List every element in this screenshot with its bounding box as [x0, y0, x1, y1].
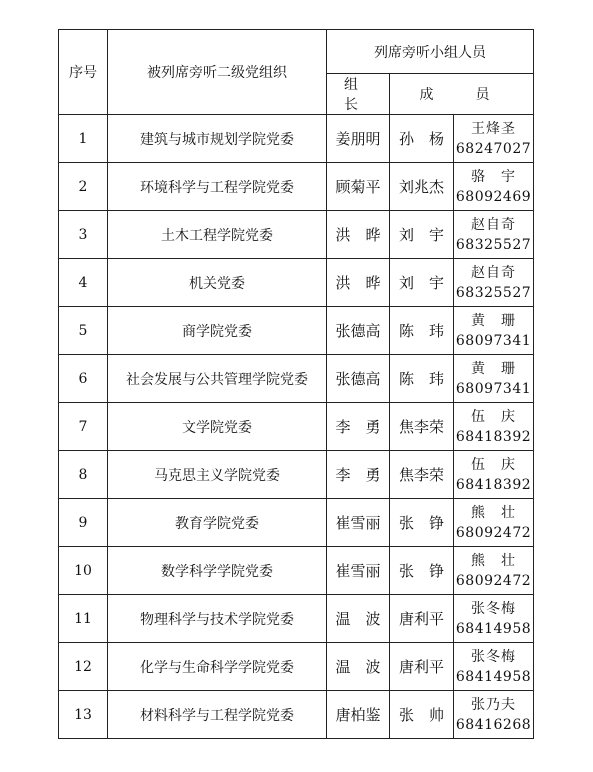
row-number: 9	[59, 499, 108, 547]
contact-phone: 68097341	[455, 332, 532, 349]
contact-cell	[454, 163, 534, 211]
leader-column-header: 组 长	[327, 74, 390, 115]
contact-name: 熊 壮	[471, 552, 517, 569]
contact-phone: 68092472	[455, 572, 532, 589]
table-row	[59, 163, 534, 211]
row-number: 1	[59, 115, 108, 163]
contact-phone: 68325527	[455, 284, 532, 301]
row-number: 11	[59, 595, 108, 643]
organization-name: 教育学院党委	[108, 499, 327, 547]
group-leader: 李 勇	[327, 403, 390, 451]
group-member: 陈 玮	[390, 307, 454, 355]
table-row	[59, 643, 534, 691]
organization-name: 化学与生命科学学院党委	[108, 643, 327, 691]
contact-cell	[454, 547, 534, 595]
contact-cell	[454, 595, 534, 643]
contact-phone: 68092469	[455, 188, 532, 205]
group-leader: 张德高	[327, 307, 390, 355]
contact-cell	[454, 355, 534, 403]
contact-cell	[454, 499, 534, 547]
contact-cell	[454, 115, 534, 163]
group-member: 张 铮	[390, 547, 454, 595]
organization-name: 环境科学与工程学院党委	[108, 163, 327, 211]
contact-phone: 68414958	[455, 668, 532, 685]
contact-name: 张乃夫	[471, 696, 517, 713]
group-leader: 温 波	[327, 643, 390, 691]
roster-body	[59, 115, 534, 739]
row-number: 7	[59, 403, 108, 451]
group-leader: 李 勇	[327, 451, 390, 499]
row-number: 12	[59, 643, 108, 691]
group-member: 刘 宇	[390, 211, 454, 259]
organization-name: 数学科学学院党委	[108, 547, 327, 595]
organization-name: 商学院党委	[108, 307, 327, 355]
row-number: 5	[59, 307, 108, 355]
table-row	[59, 451, 534, 499]
group-leader: 洪 晔	[327, 259, 390, 307]
row-number: 3	[59, 211, 108, 259]
group-leader: 崔雪丽	[327, 547, 390, 595]
contact-name: 黄 珊	[471, 360, 517, 377]
row-number: 13	[59, 691, 108, 739]
organization-name: 文学院党委	[108, 403, 327, 451]
group-member: 刘 宇	[390, 259, 454, 307]
group-member: 张 铮	[390, 499, 454, 547]
table-row	[59, 307, 534, 355]
group-members-header: 列席旁听小组人员	[327, 30, 534, 74]
row-number: 6	[59, 355, 108, 403]
organization-name: 马克思主义学院党委	[108, 451, 327, 499]
group-leader: 姜朋明	[327, 115, 390, 163]
contact-phone: 68418392	[455, 428, 532, 445]
table-row	[59, 595, 534, 643]
contact-name: 赵自奇	[471, 216, 517, 233]
group-member: 焦李荣	[390, 403, 454, 451]
contact-name: 王烽圣	[471, 120, 517, 137]
contact-cell	[454, 691, 534, 739]
organization-name: 社会发展与公共管理学院党委	[108, 355, 327, 403]
contact-phone: 68416268	[455, 716, 532, 733]
organization-name: 材料科学与工程学院党委	[108, 691, 327, 739]
table-row	[59, 115, 534, 163]
organization-name: 机关党委	[108, 259, 327, 307]
contact-cell	[454, 643, 534, 691]
group-leader: 洪 晔	[327, 211, 390, 259]
row-number: 2	[59, 163, 108, 211]
group-member: 焦李荣	[390, 451, 454, 499]
contact-phone: 68097341	[455, 380, 532, 397]
group-member: 唐利平	[390, 643, 454, 691]
serial-column-header: 序号	[59, 30, 108, 115]
contact-name: 黄 珊	[471, 312, 517, 329]
table-row	[59, 403, 534, 451]
organization-column-header: 被列席旁听二级党组织	[108, 30, 327, 115]
group-member: 刘兆杰	[390, 163, 454, 211]
table-row	[59, 259, 534, 307]
attendance-roster-table	[58, 29, 534, 739]
group-leader: 顾菊平	[327, 163, 390, 211]
contact-phone: 68414958	[455, 620, 532, 637]
table-row	[59, 547, 534, 595]
contact-name: 伍 庆	[471, 456, 517, 473]
table-row	[59, 499, 534, 547]
group-leader: 崔雪丽	[327, 499, 390, 547]
contact-name: 伍 庆	[471, 408, 517, 425]
contact-cell	[454, 307, 534, 355]
contact-phone: 68092472	[455, 524, 532, 541]
contact-phone: 68325527	[455, 236, 532, 253]
group-member: 张 帅	[390, 691, 454, 739]
row-number: 10	[59, 547, 108, 595]
contact-name: 赵自奇	[471, 264, 517, 281]
contact-cell	[454, 403, 534, 451]
contact-cell	[454, 211, 534, 259]
contact-cell	[454, 451, 534, 499]
table-row	[59, 355, 534, 403]
contact-phone: 68247027	[455, 140, 532, 157]
row-number: 4	[59, 259, 108, 307]
group-leader: 张德高	[327, 355, 390, 403]
group-member: 陈 玮	[390, 355, 454, 403]
group-member: 孙 杨	[390, 115, 454, 163]
contact-name: 熊 壮	[471, 504, 517, 521]
contact-name: 骆 宇	[471, 168, 517, 185]
contact-cell	[454, 259, 534, 307]
group-leader: 唐柏鉴	[327, 691, 390, 739]
group-member: 唐利平	[390, 595, 454, 643]
table-row	[59, 691, 534, 739]
contact-name: 张冬梅	[471, 600, 517, 617]
organization-name: 物理科学与技术学院党委	[108, 595, 327, 643]
contact-name: 张冬梅	[471, 648, 517, 665]
organization-name: 土木工程学院党委	[108, 211, 327, 259]
table-row	[59, 211, 534, 259]
group-leader: 温 波	[327, 595, 390, 643]
members-column-header: 成 员	[390, 74, 534, 115]
row-number: 8	[59, 451, 108, 499]
contact-phone: 68418392	[455, 476, 532, 493]
organization-name: 建筑与城市规划学院党委	[108, 115, 327, 163]
